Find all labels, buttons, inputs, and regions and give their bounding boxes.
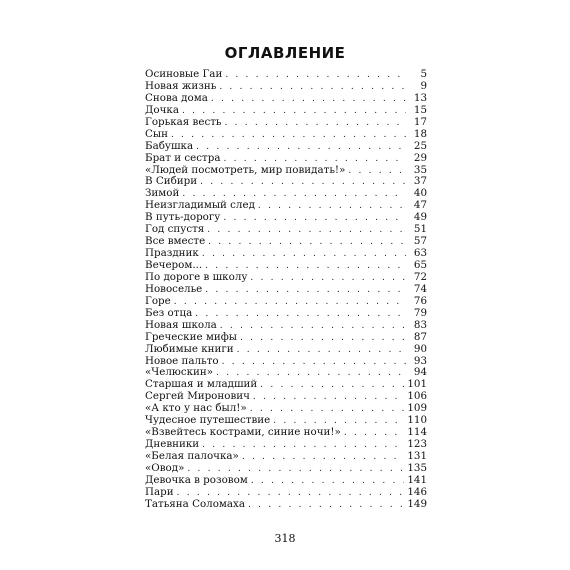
toc-entry-title: Все вместе	[145, 235, 206, 248]
toc-entry-page: 93	[413, 354, 427, 367]
toc-entry	[145, 129, 427, 141]
toc-dot-leader	[200, 177, 406, 189]
toc-dot-leader	[222, 357, 406, 369]
toc-entry-title: Горе	[145, 294, 171, 307]
toc-entry-page: 17	[413, 115, 427, 128]
page-number: 318	[274, 532, 296, 545]
toc-entry-page: 25	[413, 139, 427, 152]
toc-entry-title: В путь-дорогу	[145, 211, 221, 224]
toc-entry-title: Зимой	[145, 187, 180, 200]
toc-dot-leader	[251, 476, 405, 488]
toc-dot-leader	[260, 380, 404, 392]
toc-dot-leader	[174, 297, 406, 309]
toc-entry-title: Новоселье	[145, 282, 203, 295]
toc-entry	[145, 332, 427, 344]
toc-entry	[145, 284, 427, 296]
toc-entry-page: 35	[413, 163, 427, 176]
toc-entry	[145, 105, 427, 117]
toc-entry-page: 90	[413, 342, 427, 355]
toc-entry-page: 13	[413, 91, 427, 104]
toc-entry-page: 109	[407, 402, 427, 415]
toc-dot-leader	[219, 82, 406, 94]
toc-entry-page: 37	[413, 175, 427, 188]
toc-entry-page: 49	[413, 211, 427, 224]
toc-entry	[145, 475, 427, 487]
toc-entry-title: «Людей посмотреть, мир повидать!»	[145, 163, 346, 176]
toc-entry-page: 15	[413, 103, 427, 116]
toc-entry	[145, 344, 427, 356]
toc-dot-leader	[240, 333, 406, 345]
toc-entry-title: Татьяна Соломаха	[145, 497, 245, 510]
toc-dot-leader	[223, 213, 406, 225]
toc-entry-title: Пари	[145, 485, 174, 498]
toc-dot-leader	[242, 452, 405, 464]
toc-entry	[145, 141, 427, 153]
toc-entry-title: Вечером...	[145, 259, 203, 271]
toc-entry-page: 74	[413, 282, 427, 295]
toc-entry-page: 29	[413, 151, 427, 164]
toc-entry	[145, 308, 427, 320]
toc-entry-page: 110	[407, 414, 427, 427]
toc-dot-leader	[171, 130, 406, 142]
toc-dot-leader	[196, 142, 406, 154]
toc-entry-title: Осиновые Гаи	[145, 68, 223, 80]
toc-dot-leader	[211, 94, 406, 106]
toc-entry-title: По дороге в школу	[145, 270, 248, 283]
toc-dot-leader	[348, 166, 406, 178]
toc-entry	[145, 320, 427, 332]
toc-entry-title: Новая жизнь	[145, 79, 217, 92]
toc-entry-title: Девочка в розовом	[145, 473, 248, 486]
toc-entry-page: 135	[407, 461, 427, 474]
toc-entry-title: Снова дома	[145, 91, 208, 104]
toc-dot-leader	[202, 249, 406, 261]
toc-entry-page: 141	[407, 473, 427, 486]
toc-entry-title: «Белая палочка»	[145, 450, 239, 462]
toc-entry-page: 18	[413, 127, 427, 140]
toc-dot-leader	[195, 309, 406, 321]
toc-dot-leader	[220, 321, 406, 333]
toc-dot-leader	[205, 285, 406, 297]
toc-entry-page: 9	[420, 79, 427, 92]
toc-entry	[145, 93, 427, 105]
toc-entry-title: Дневники	[145, 438, 200, 451]
toc-entry-title: Без отца	[145, 306, 193, 319]
toc-dot-leader	[253, 392, 404, 404]
toc-entry-title: Чудесное путешествие	[145, 414, 271, 427]
toc-entry-title: Новая школа	[145, 318, 217, 331]
toc-entry-title: Любимые книги	[145, 342, 234, 355]
toc-entry	[145, 499, 427, 511]
toc-entry-title: «Взвейтесь кострами, синие ночи!»	[145, 426, 341, 439]
toc-entry-page: 47	[413, 199, 427, 212]
toc-dot-leader	[237, 345, 406, 357]
toc-entry-page: 63	[413, 247, 427, 260]
toc-entry-title: Год спустя	[145, 223, 205, 236]
toc-entry-page: 57	[413, 235, 427, 248]
toc-entry	[145, 117, 427, 129]
toc-entry-page: 72	[413, 270, 427, 283]
toc-entry-title: Сын	[145, 127, 168, 140]
toc-entry-title: Греческие мифы	[145, 330, 237, 343]
toc-dot-leader	[208, 237, 406, 249]
toc-entry-page: 40	[413, 187, 427, 200]
toc-dot-leader	[248, 500, 404, 512]
toc-entry-title: Брат и сестра	[145, 151, 221, 164]
toc-entry	[145, 451, 427, 463]
toc-entry-page: 5	[420, 68, 427, 80]
toc-dot-leader	[250, 404, 405, 416]
toc-entry	[145, 487, 427, 499]
toc-entry	[145, 153, 427, 165]
toc-entry-page: 87	[413, 330, 427, 343]
toc-dot-leader	[207, 225, 406, 237]
toc-entry-title: В Сибири	[145, 175, 198, 188]
page-title: ОГЛАВЛЕНИЕ	[224, 44, 346, 62]
toc-entry-page: 149	[407, 497, 427, 510]
toc-dot-leader	[225, 118, 406, 130]
toc-entry-title: «Овод»	[145, 461, 185, 474]
toc-entry-page: 94	[413, 366, 427, 379]
toc-entry-page: 106	[407, 390, 427, 403]
toc-entry-page: 51	[413, 223, 427, 236]
toc-entry-page: 101	[407, 378, 427, 391]
toc-entry-page: 83	[413, 318, 427, 331]
toc-dot-leader	[258, 201, 406, 213]
toc-entry-title: «Челюскин»	[145, 366, 214, 379]
toc-entry	[145, 176, 427, 188]
table-of-contents	[145, 69, 427, 511]
toc-entry-title: «А кто у нас был!»	[145, 402, 247, 415]
toc-entry-page: 146	[407, 485, 427, 498]
toc-entry-page: 65	[413, 259, 427, 271]
toc-dot-leader	[225, 70, 406, 82]
toc-dot-leader	[250, 273, 406, 285]
toc-entry-page: 76	[413, 294, 427, 307]
toc-dot-leader	[344, 428, 405, 440]
toc-entry-title: Новое пальто	[145, 354, 219, 367]
toc-entry-page: 123	[407, 438, 427, 451]
toc-entry-title: Старшая и младший	[145, 378, 258, 391]
toc-entry	[145, 296, 427, 308]
toc-entry-title: Праздник	[145, 247, 199, 260]
toc-entry-title: Дочка	[145, 103, 179, 116]
toc-entry-page: 131	[407, 450, 427, 462]
toc-entry-title: Горькая весть	[145, 115, 222, 128]
toc-entry-title: Сергей Миронович	[145, 390, 250, 403]
toc-entry-page: 79	[413, 306, 427, 319]
toc-entry-title: Бабушка	[145, 139, 194, 152]
toc-entry-title: Неизгладимый след	[145, 199, 255, 212]
toc-entry-page: 114	[407, 426, 427, 439]
